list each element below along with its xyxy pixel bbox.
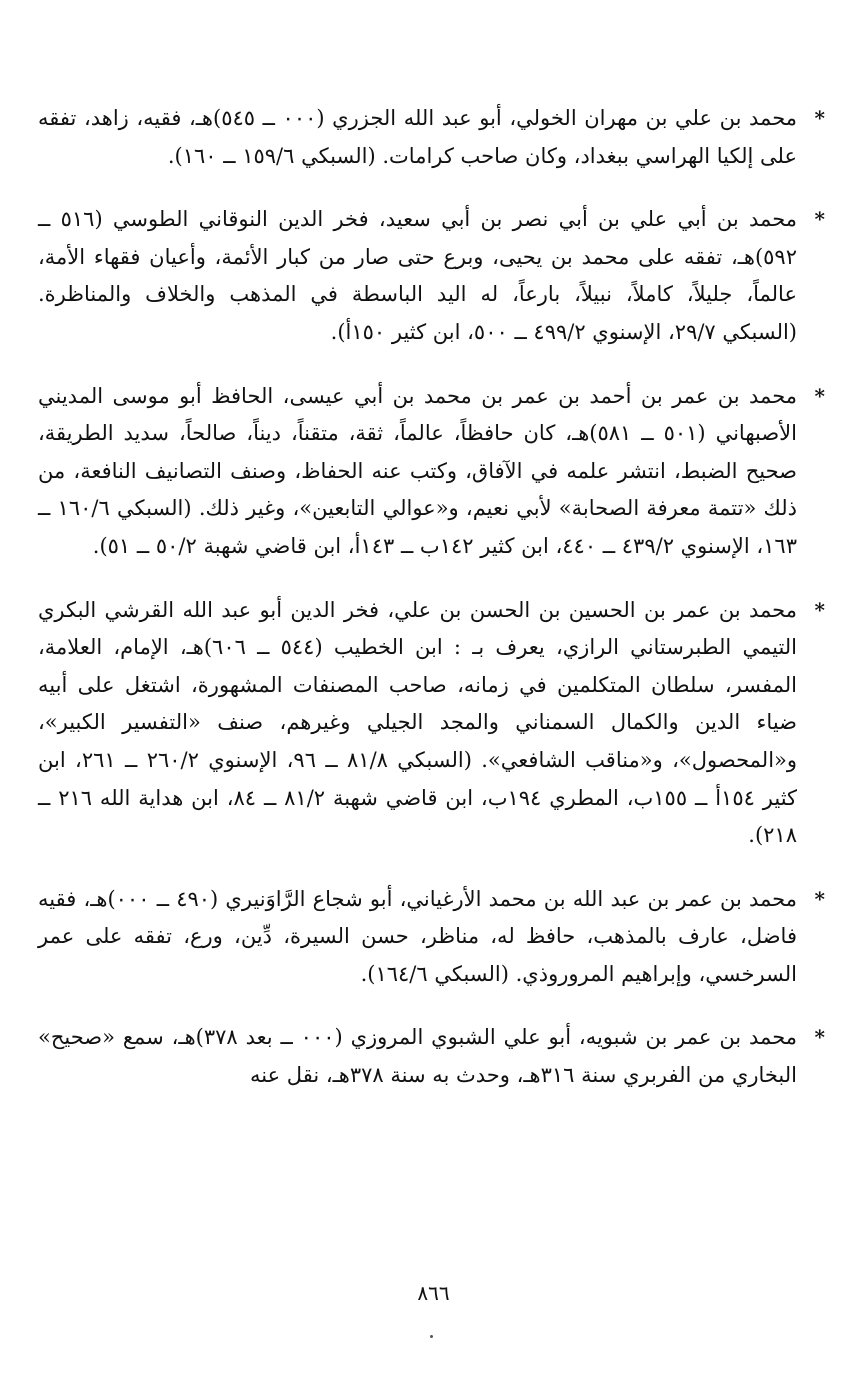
biography-entry-1 [38,100,825,175]
entry-text: محمد بن عمر بن أحمد بن عمر بن محمد بن أبي عيسى، الحافظ أبو موسى المديني الأصبهاني (٥٠١ ــ ٥٨١)هـ، كان حافظاً، عالماً، ثقة، متقناً، ديناً، صالحاً، سديد الطريقة، صحيح الضبط، انتشر علمه في الآفاق، وكتب عنه الحفاظ، وصنف التصانيف النافعة، من ذلك «تتمة معرفة الصحابة» لأبي نعيم، و«عوالي التابعين»، وغير ذلك. (السبكي ١٦٠/٦ ــ ١٦٣، الإسنوي ٤٣٩/٢ ــ ٤٤٠، ابن كثير ١٤٢ب ــ ١٤٣أ، ابن قاضي شهبة ٥٠/٢ ــ ٥١). [38,383,797,558]
footer-dot [430,1335,433,1338]
entry-marker: * [814,383,825,408]
entry-marker: * [814,1025,825,1050]
entry-marker: * [814,106,825,130]
entry-text: محمد بن أبي علي بن أبي نصر بن أبي سعيد، فخر الدين النوقاني الطوسي (٥١٦ ــ ٥٩٢)هـ، تفقه على محمد بن يحيى، وبرع حتى صار من كبار الأئمة، وأعيان فقهاء الأمة، عالماً، جليلاً، كاملاً، نبيلاً، بارعاً، له اليد الباسطة في المذهب والخلاف والمناظرة. (السبكي ٢٩/٧، الإسنوي ٤٩٩/٢ ــ ٥٠٠، ابن كثير ١٥٠أ). [38,207,797,344]
biography-entry-3 [38,378,825,566]
biography-entry-5 [38,881,825,994]
entry-marker: * [814,207,825,232]
entry-text: محمد بن علي بن مهران الخولي، أبو عبد الله الجزري (٠٠٠ ــ ٥٤٥)هـ، فقيه، زاهد، تفقه على إلكيا الهراسي ببغداد، وكان صاحب كرامات. (السبكي ١٥٩/٦ ــ ١٦٠). [38,106,798,168]
biography-entry-4 [38,592,825,855]
entry-text: محمد بن عمر بن الحسين بن الحسن بن علي، فخر الدين أبو عبد الله القرشي البكري التيمي الطبرستاني الرازي، يعرف بـ : ابن الخطيب (٥٤٤ ــ ٦٠٦)هـ، الإمام، العلامة، المفسر، سلطان المتكلمين في زمانه، صاحب المصنفات المشهورة، اشتغل على أبيه ضياء الدين والكمال السمناني والمجد الجيلي وغيرهم، صنف «التفسير الكبير»، و«المحصول»، و«مناقب الشافعي». (السبكي ٨١/٨ ــ ٩٦، الإسنوي ٢٦٠/٢ ــ ٢٦١، ابن كثير ١٥٤أ ــ ١٥٥ب، المطري ١٩٤ب، ابن قاضي شهبة ٨١/٢ ــ ٨٤، ابن هداية الله ٢١٦ ــ ٢١٨). [38,597,798,848]
document-body [38,100,825,1121]
entry-marker: * [814,597,825,622]
biography-entry-2 [38,201,825,351]
entry-marker: * [814,886,825,911]
page-number: ٨٦٦ [417,1281,450,1305]
biography-entry-6 [38,1019,825,1094]
entry-text: محمد بن عمر بن عبد الله بن محمد الأرغياني، أبو شجاع الرَّاوَنيري (٤٩٠ ــ ٠٠٠)هـ، فقيه فاضل، عارف بالمذهب، حافظ له، مناظر، حسن السيرة، دِّين، ورع، تفقه على عمر السرخسي، وإبراهيم المروروذي. (السبكي ١٦٤/٦). [38,886,797,986]
entry-text: محمد بن عمر بن شبويه، أبو علي الشبوي المروزي (٠٠٠ ــ بعد ٣٧٨)هـ، سمع «صحيح» البخاري من الفربري سنة ٣١٦هـ، وحدث به سنة ٣٧٨هـ، نقل عنه [38,1025,797,1088]
